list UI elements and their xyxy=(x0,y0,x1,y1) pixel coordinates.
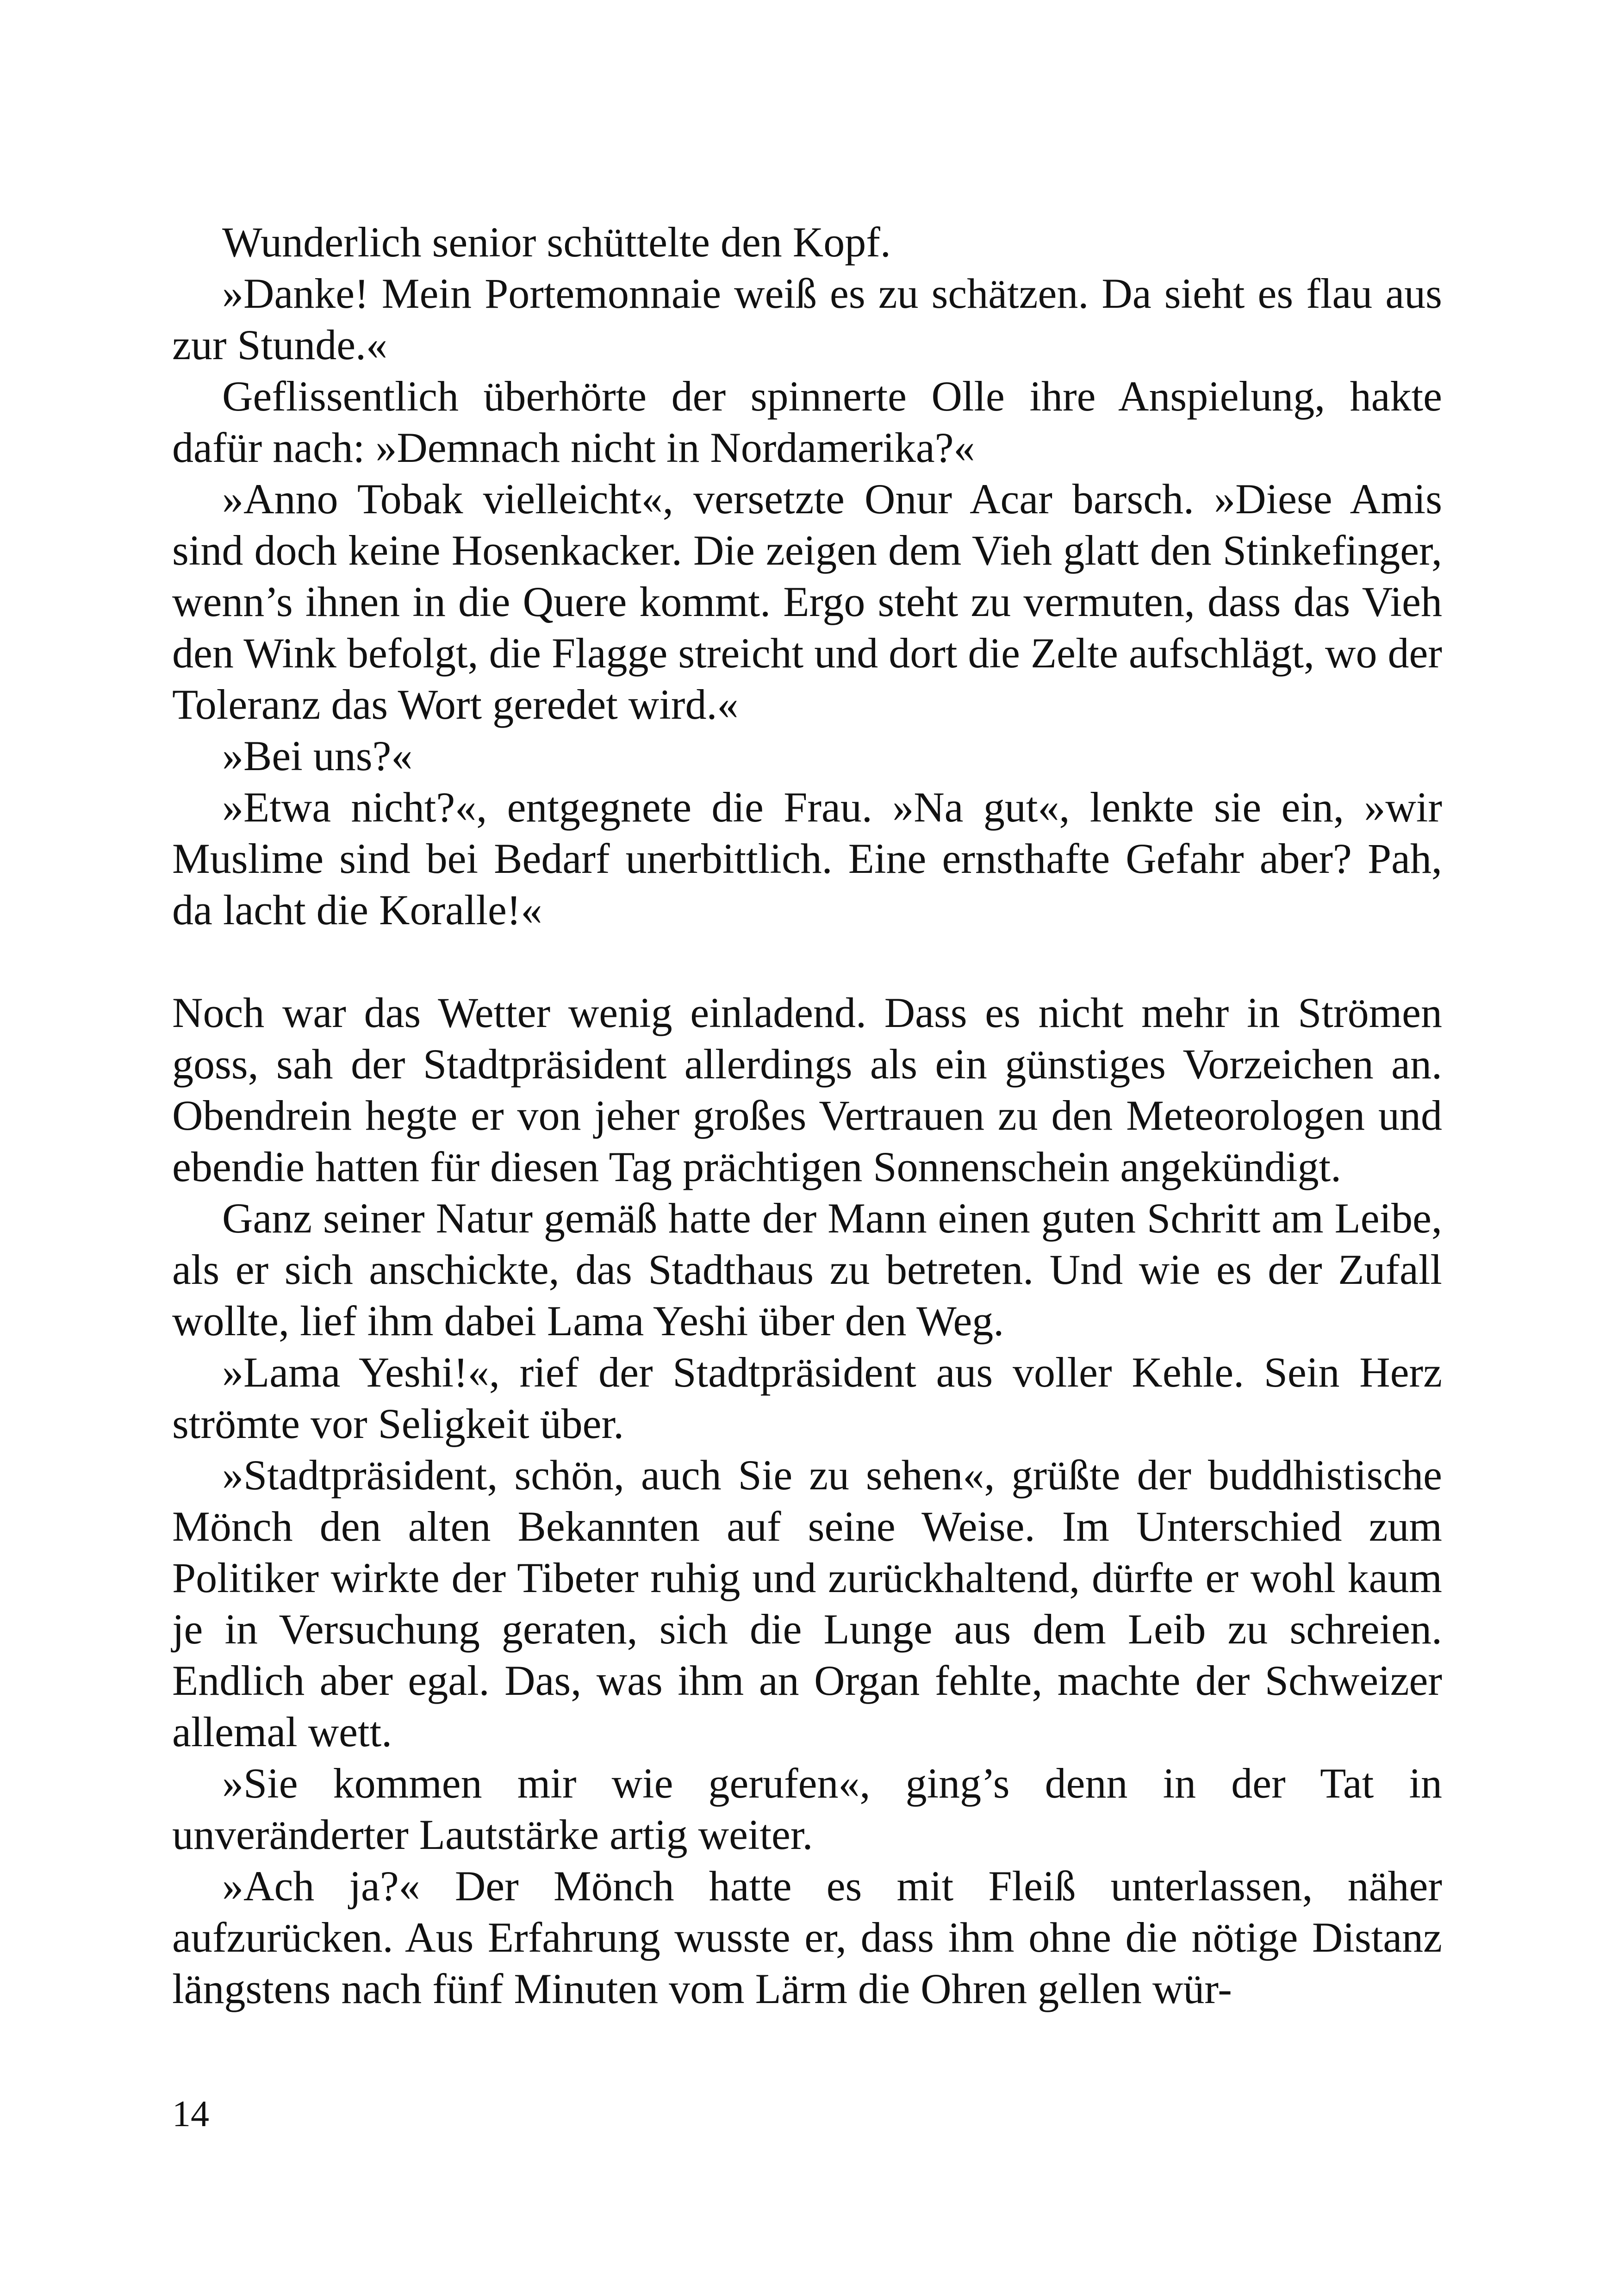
paragraph: »Sie kommen mir wie gerufen«, ging’s denn in der Tat in unveränderter Lautstärke artig weiter. xyxy=(172,1760,1442,1858)
page-body xyxy=(172,217,1442,2015)
paragraph: »Danke! Mein Portemonnaie weiß es zu schätzen. Da sieht es flau aus zur Stunde.« xyxy=(172,270,1442,368)
paragraph: »Ach ja?« Der Mönch hatte es mit Fleiß unterlassen, näher aufzurücken. Aus Erfahrung wusste er, dass ihm ohne die nötige Distanz längstens nach fünf Minuten vom Lärm die Ohren gellen wür- xyxy=(172,1862,1442,2012)
paragraph: »Lama Yeshi!«, rief der Stadtpräsident aus voller Kehle. Sein Herz strömte vor Seligkeit über. xyxy=(172,1349,1442,1447)
paragraph: »Anno Tobak vielleicht«, versetzte Onur Acar barsch. »Diese Amis sind doch keine Hosenkacker. Die zeigen dem Vieh glatt den Stinkefinger, wenn’s ihnen in die Quere kommt. Ergo steht zu vermuten, dass das Vieh den Wink befolgt, die Flagge streicht und dort die Zelte aufschlägt, wo der Toleranz das Wort geredet wird.« xyxy=(172,475,1442,728)
section-break xyxy=(172,936,1442,987)
paragraph: »Etwa nicht?«, entgegnete die Frau. »Na gut«, lenkte sie ein, »wir Muslime sind bei Bedarf unerbittlich. Eine ernsthafte Gefahr aber? Pah, da lacht die Koralle!« xyxy=(172,784,1442,933)
paragraph: Geflissentlich überhörte der spinnerte Olle ihre Anspielung, hakte dafür nach: »Demnach nicht in Nordamerika?« xyxy=(172,373,1442,471)
paragraph: »Stadtpräsident, schön, auch Sie zu sehen«, grüßte der buddhistische Mönch den alten Bekannten auf seine Weise. Im Unterschied zum Politiker wirkte der Tibeter ruhig und zurückhaltend, dürfte er wohl kaum je in Versuchung geraten, sich die Lunge aus dem Leib zu schreien. Endlich aber egal. Das, was ihm an Organ fehlte, machte der Schweizer allemal wett. xyxy=(172,1451,1442,1755)
paragraph: Noch war das Wetter wenig einladend. Dass es nicht mehr in Strömen goss, sah der Stadtpräsident allerdings als ein günstiges Vorzeichen an. Obendrein hegte er von jeher großes Vertrauen zu den Meteorologen und ebendie hatten für diesen Tag prächtigen Sonnenschein angekündigt. xyxy=(172,989,1442,1190)
paragraph: »Bei uns?« xyxy=(222,732,413,779)
paragraph: Ganz seiner Natur gemäß hatte der Mann einen guten Schritt am Leibe, als er sich anschickte, das Stadthaus zu betreten. Und wie es der Zufall wollte, lief ihm dabei Lama Yeshi über den Weg. xyxy=(172,1195,1442,1344)
page-number: 14 xyxy=(172,2094,209,2134)
paragraph: Wunderlich senior schüttelte den Kopf. xyxy=(222,218,891,266)
